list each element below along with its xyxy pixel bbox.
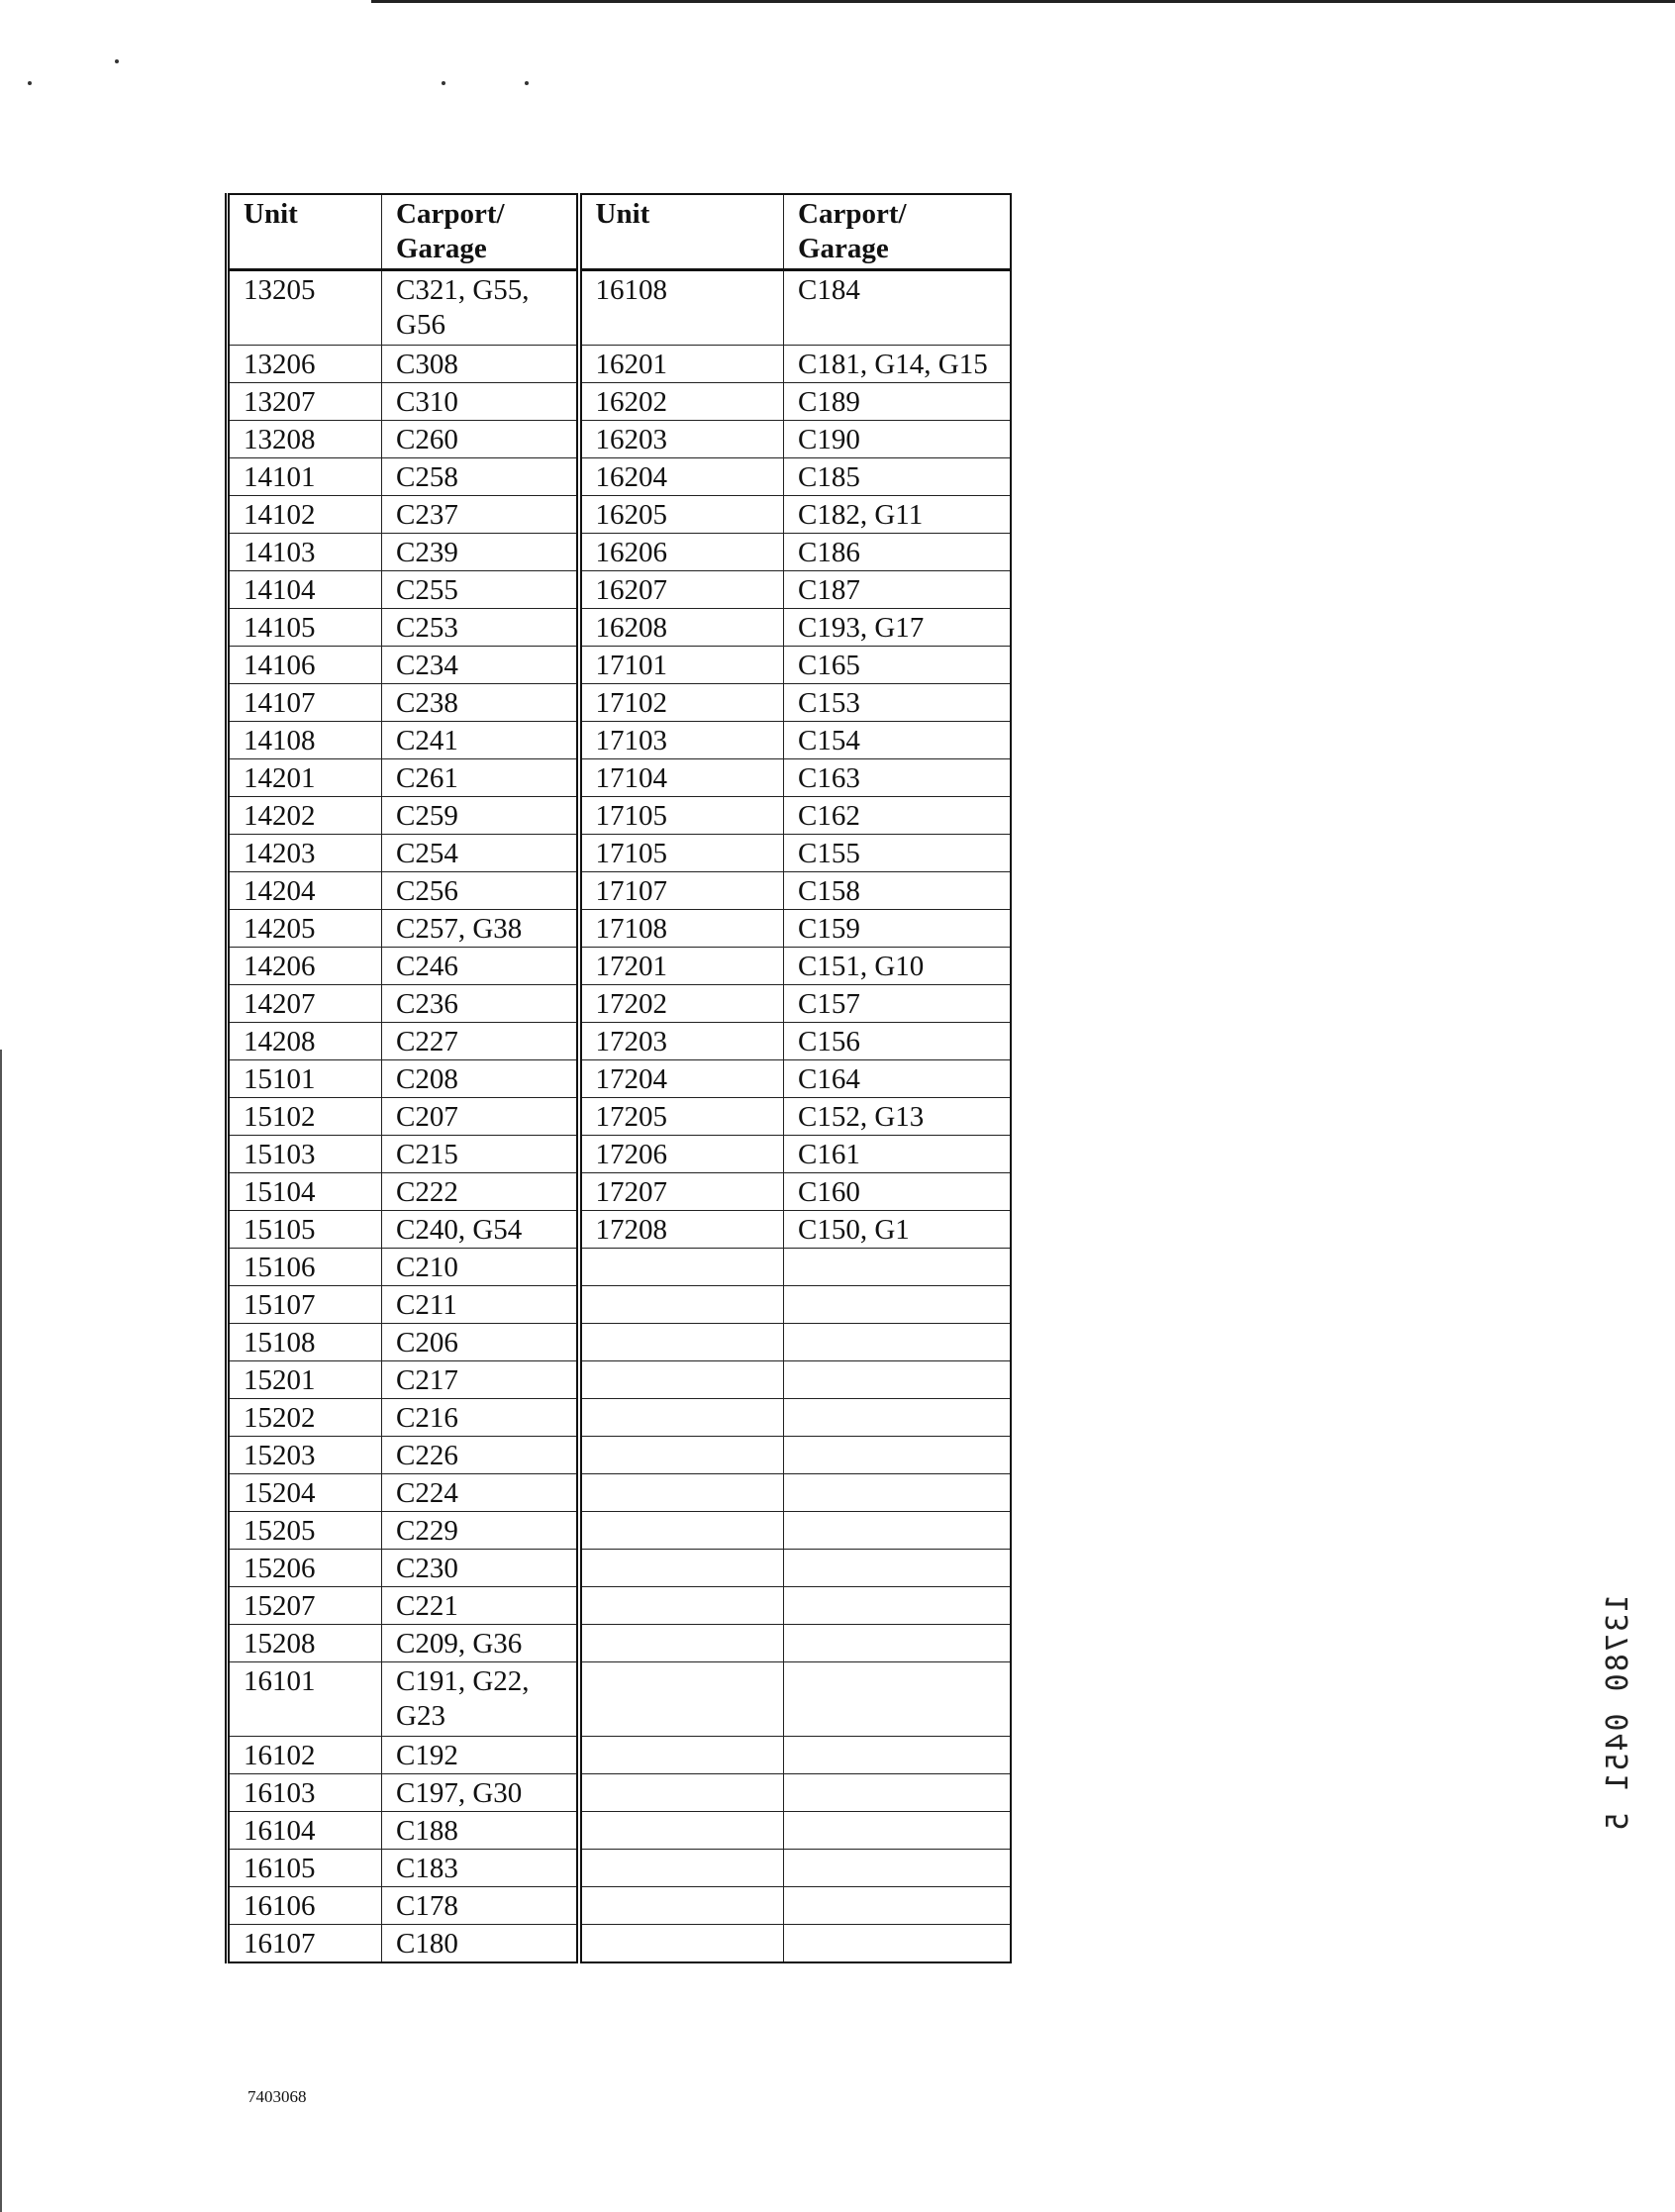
unit-cell: 14103 [228, 534, 382, 571]
scan-speck [28, 81, 32, 85]
unit-cell: 14204 [228, 872, 382, 910]
scan-speck [525, 81, 529, 85]
table-row [228, 1662, 1011, 1737]
unit-cell: 15207 [228, 1587, 382, 1625]
table-row [228, 684, 1011, 722]
header-unit-cell: Unit [579, 194, 784, 270]
unit-cell: 17102 [579, 684, 784, 722]
unit-cell: 14108 [228, 722, 382, 759]
table-row [228, 1925, 1011, 1963]
table-row [228, 1850, 1011, 1887]
unit-cell [579, 1399, 784, 1437]
table-row [228, 458, 1011, 496]
unit-cell: 15208 [228, 1625, 382, 1662]
carport-garage-cell: C246 [382, 948, 579, 985]
carport-garage-cell: C209, G36 [382, 1625, 579, 1662]
table-row [228, 1399, 1011, 1437]
table-header-row [228, 194, 1011, 270]
unit-cell: 14203 [228, 835, 382, 872]
carport-garage-cell: C178 [382, 1887, 579, 1925]
table-row [228, 1437, 1011, 1474]
carport-garage-cell: C253 [382, 609, 579, 647]
table-row [228, 1474, 1011, 1512]
header-unit-cell: Unit [228, 194, 382, 270]
carport-garage-cell: C185 [784, 458, 1011, 496]
unit-cell: 16101 [228, 1662, 382, 1737]
unit-cell: 15206 [228, 1550, 382, 1587]
carport-garage-cell: C210 [382, 1249, 579, 1286]
carport-garage-cell: C187 [784, 571, 1011, 609]
carport-garage-cell: C207 [382, 1098, 579, 1136]
unit-cell [579, 1812, 784, 1850]
carport-garage-cell [784, 1925, 1011, 1963]
carport-garage-cell: C208 [382, 1060, 579, 1098]
table-row [228, 722, 1011, 759]
carport-garage-cell: C181, G14, G15 [784, 346, 1011, 383]
carport-garage-cell: C230 [382, 1550, 579, 1587]
unit-cell: 17207 [579, 1173, 784, 1211]
unit-cell [579, 1286, 784, 1324]
carport-garage-cell: C310 [382, 383, 579, 421]
unit-cell: 13208 [228, 421, 382, 458]
unit-cell: 16102 [228, 1737, 382, 1774]
carport-garage-cell: C221 [382, 1587, 579, 1625]
unit-cell [579, 1737, 784, 1774]
carport-garage-cell: C188 [382, 1812, 579, 1850]
carport-garage-cell: C190 [784, 421, 1011, 458]
carport-garage-cell: C239 [382, 534, 579, 571]
unit-cell [579, 1925, 784, 1963]
scan-speck [115, 59, 119, 63]
unit-cell: 16104 [228, 1812, 382, 1850]
carport-garage-cell: C184 [784, 270, 1011, 346]
unit-cell: 14106 [228, 647, 382, 684]
carport-garage-cell [784, 1437, 1011, 1474]
unit-cell [579, 1512, 784, 1550]
table-row [228, 835, 1011, 872]
unit-cell: 16203 [579, 421, 784, 458]
carport-garage-cell: C163 [784, 759, 1011, 797]
carport-garage-cell: C254 [382, 835, 579, 872]
carport-garage-cell: C308 [382, 346, 579, 383]
unit-cell: 16105 [228, 1850, 382, 1887]
unit-cell: 14206 [228, 948, 382, 985]
table-row [228, 1286, 1011, 1324]
carport-garage-cell: C157 [784, 985, 1011, 1023]
carport-garage-cell: C258 [382, 458, 579, 496]
table-row [228, 1587, 1011, 1625]
left-margin-rule [0, 1050, 2, 2212]
carport-garage-cell [784, 1249, 1011, 1286]
table-row [228, 985, 1011, 1023]
unit-cell: 15107 [228, 1286, 382, 1324]
carport-garage-cell [784, 1737, 1011, 1774]
table-row [228, 1060, 1011, 1098]
unit-cell [579, 1587, 784, 1625]
bates-stamp: 13780 0451 5 [1601, 1594, 1635, 1833]
unit-cell: 17206 [579, 1136, 784, 1173]
carport-garage-cell [784, 1399, 1011, 1437]
unit-cell: 16107 [228, 1925, 382, 1963]
carport-garage-cell [784, 1361, 1011, 1399]
carport-garage-cell: C237 [382, 496, 579, 534]
carport-garage-cell: C236 [382, 985, 579, 1023]
table-row [228, 1737, 1011, 1774]
carport-garage-cell: C159 [784, 910, 1011, 948]
carport-garage-table [225, 193, 1012, 1963]
carport-garage-cell [784, 1286, 1011, 1324]
table-row [228, 948, 1011, 985]
unit-cell: 17105 [579, 797, 784, 835]
unit-cell: 14107 [228, 684, 382, 722]
carport-garage-cell: C191, G22, G23 [382, 1662, 579, 1737]
carport-garage-cell: C161 [784, 1136, 1011, 1173]
table-row [228, 421, 1011, 458]
unit-cell: 17103 [579, 722, 784, 759]
table-row [228, 1774, 1011, 1812]
carport-garage-cell [784, 1474, 1011, 1512]
table-row [228, 1512, 1011, 1550]
carport-garage-cell: C226 [382, 1437, 579, 1474]
unit-cell: 15201 [228, 1361, 382, 1399]
carport-garage-cell: C257, G38 [382, 910, 579, 948]
unit-cell: 15102 [228, 1098, 382, 1136]
table-row [228, 534, 1011, 571]
table-row [228, 1887, 1011, 1925]
carport-garage-cell: C234 [382, 647, 579, 684]
unit-cell: 15204 [228, 1474, 382, 1512]
unit-cell: 14202 [228, 797, 382, 835]
unit-cell: 17203 [579, 1023, 784, 1060]
carport-garage-cell: C153 [784, 684, 1011, 722]
unit-cell: 13206 [228, 346, 382, 383]
carport-garage-cell: C259 [382, 797, 579, 835]
table-row [228, 1324, 1011, 1361]
unit-cell: 16108 [579, 270, 784, 346]
carport-garage-cell [784, 1625, 1011, 1662]
table-row [228, 910, 1011, 948]
carport-garage-cell: C229 [382, 1512, 579, 1550]
carport-garage-cell: C151, G10 [784, 948, 1011, 985]
table-row [228, 346, 1011, 383]
unit-cell [579, 1550, 784, 1587]
unit-cell: 16205 [579, 496, 784, 534]
table-row [228, 647, 1011, 684]
carport-garage-cell: C160 [784, 1173, 1011, 1211]
unit-cell: 14102 [228, 496, 382, 534]
unit-cell: 16103 [228, 1774, 382, 1812]
carport-garage-cell: C215 [382, 1136, 579, 1173]
table-row [228, 1550, 1011, 1587]
unit-cell: 17202 [579, 985, 784, 1023]
carport-garage-cell [784, 1512, 1011, 1550]
carport-garage-cell [784, 1324, 1011, 1361]
unit-cell: 17208 [579, 1211, 784, 1249]
carport-garage-cell [784, 1774, 1011, 1812]
unit-cell [579, 1324, 784, 1361]
unit-cell: 17204 [579, 1060, 784, 1098]
unit-cell: 17201 [579, 948, 784, 985]
unit-cell [579, 1662, 784, 1737]
table-row [228, 496, 1011, 534]
table-row [228, 1023, 1011, 1060]
carport-garage-cell: C162 [784, 797, 1011, 835]
unit-cell: 16207 [579, 571, 784, 609]
unit-cell: 17105 [579, 835, 784, 872]
unit-cell [579, 1625, 784, 1662]
carport-garage-cell: C222 [382, 1173, 579, 1211]
unit-cell: 17108 [579, 910, 784, 948]
carport-garage-cell: C155 [784, 835, 1011, 872]
unit-cell: 17101 [579, 647, 784, 684]
unit-cell: 16206 [579, 534, 784, 571]
table-row [228, 270, 1011, 346]
unit-cell: 13207 [228, 383, 382, 421]
table-row [228, 872, 1011, 910]
unit-cell: 15104 [228, 1173, 382, 1211]
carport-garage-cell: C217 [382, 1361, 579, 1399]
table-row [228, 1211, 1011, 1249]
unit-cell: 14104 [228, 571, 382, 609]
unit-cell: 15205 [228, 1512, 382, 1550]
unit-cell: 16204 [579, 458, 784, 496]
unit-cell: 15202 [228, 1399, 382, 1437]
carport-garage-cell [784, 1850, 1011, 1887]
table-row [228, 1249, 1011, 1286]
top-rule [371, 0, 1675, 3]
carport-garage-cell: C189 [784, 383, 1011, 421]
unit-cell: 15103 [228, 1136, 382, 1173]
carport-garage-cell: C260 [382, 421, 579, 458]
table-row [228, 1812, 1011, 1850]
carport-garage-cell: C197, G30 [382, 1774, 579, 1812]
scan-speck [442, 81, 445, 85]
table-row [228, 571, 1011, 609]
table-row [228, 1361, 1011, 1399]
carport-garage-cell: C183 [382, 1850, 579, 1887]
table-row [228, 1136, 1011, 1173]
header-carport-garage-cell: Carport/ Garage [784, 194, 1011, 270]
unit-cell [579, 1249, 784, 1286]
carport-garage-cell: C240, G54 [382, 1211, 579, 1249]
carport-garage-cell: C180 [382, 1925, 579, 1963]
unit-cell: 14205 [228, 910, 382, 948]
carport-garage-cell [784, 1662, 1011, 1737]
carport-garage-cell: C182, G11 [784, 496, 1011, 534]
carport-garage-cell: C227 [382, 1023, 579, 1060]
carport-garage-cell: C154 [784, 722, 1011, 759]
carport-garage-cell: C256 [382, 872, 579, 910]
carport-garage-cell: C158 [784, 872, 1011, 910]
carport-garage-cell: C241 [382, 722, 579, 759]
carport-garage-cell: C224 [382, 1474, 579, 1512]
unit-cell [579, 1774, 784, 1812]
carport-garage-cell: C192 [382, 1737, 579, 1774]
carport-garage-table-container [225, 193, 1012, 1963]
unit-cell: 16202 [579, 383, 784, 421]
carport-garage-cell: C261 [382, 759, 579, 797]
unit-cell [579, 1474, 784, 1512]
table-row [228, 759, 1011, 797]
unit-cell [579, 1887, 784, 1925]
unit-cell: 14207 [228, 985, 382, 1023]
carport-garage-cell [784, 1812, 1011, 1850]
carport-garage-cell: C152, G13 [784, 1098, 1011, 1136]
carport-garage-cell: C156 [784, 1023, 1011, 1060]
carport-garage-cell: C206 [382, 1324, 579, 1361]
carport-garage-cell: C321, G55, G56 [382, 270, 579, 346]
carport-garage-cell: C211 [382, 1286, 579, 1324]
unit-cell: 16106 [228, 1887, 382, 1925]
carport-garage-cell: C164 [784, 1060, 1011, 1098]
unit-cell: 13205 [228, 270, 382, 346]
unit-cell: 14101 [228, 458, 382, 496]
table-row [228, 1098, 1011, 1136]
unit-cell [579, 1850, 784, 1887]
unit-cell: 14201 [228, 759, 382, 797]
unit-cell: 17104 [579, 759, 784, 797]
carport-garage-cell [784, 1587, 1011, 1625]
carport-garage-cell: C216 [382, 1399, 579, 1437]
unit-cell [579, 1361, 784, 1399]
unit-cell: 15108 [228, 1324, 382, 1361]
unit-cell: 14105 [228, 609, 382, 647]
carport-garage-cell [784, 1887, 1011, 1925]
carport-garage-cell: C255 [382, 571, 579, 609]
carport-garage-cell: C193, G17 [784, 609, 1011, 647]
unit-cell: 14208 [228, 1023, 382, 1060]
unit-cell: 15105 [228, 1211, 382, 1249]
document-number: 7403068 [247, 2087, 307, 2106]
carport-garage-cell: C150, G1 [784, 1211, 1011, 1249]
unit-cell: 16201 [579, 346, 784, 383]
carport-garage-cell: C165 [784, 647, 1011, 684]
table-row [228, 609, 1011, 647]
table-row [228, 1173, 1011, 1211]
unit-cell: 16208 [579, 609, 784, 647]
table-row [228, 797, 1011, 835]
carport-garage-cell: C186 [784, 534, 1011, 571]
unit-cell: 17205 [579, 1098, 784, 1136]
carport-garage-cell [784, 1550, 1011, 1587]
carport-garage-cell: C238 [382, 684, 579, 722]
unit-cell: 17107 [579, 872, 784, 910]
unit-cell: 15106 [228, 1249, 382, 1286]
unit-cell: 15203 [228, 1437, 382, 1474]
header-carport-garage-cell: Carport/ Garage [382, 194, 579, 270]
table-row [228, 1625, 1011, 1662]
unit-cell: 15101 [228, 1060, 382, 1098]
table-row [228, 383, 1011, 421]
unit-cell [579, 1437, 784, 1474]
